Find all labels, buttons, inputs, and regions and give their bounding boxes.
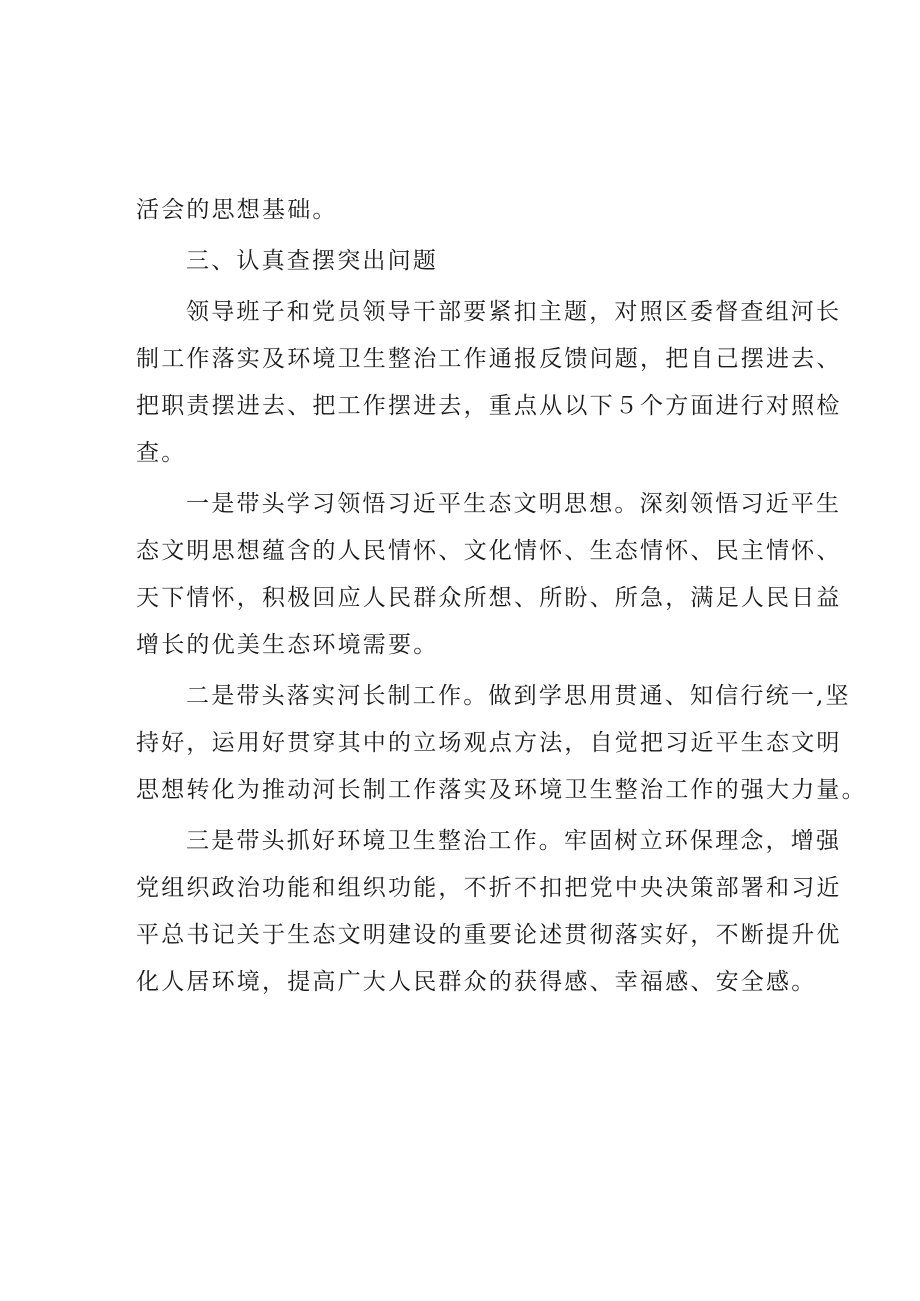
text-line: 把职责摆进去、把工作摆进去，重点从以下５个方面进行对照检: [136, 393, 842, 419]
document-body: [136, 187, 867, 1006]
text-line: 查。: [136, 440, 187, 466]
text-line: 天下情怀，积极回应人民群众所想、所盼、所急，满足人民日益: [136, 585, 842, 611]
paragraph-point-three: [136, 818, 842, 1006]
text-line: 领导班子和党员领导干部要紧扣主题，对照区委督查组河长: [186, 299, 842, 325]
text-line: 平总书记关于生态文明建设的重要论述贯彻落实好，不断提升优: [136, 922, 842, 948]
text-line: 思想转化为推动河长制工作落实及环境卫生整治工作的强大力量。: [136, 777, 867, 803]
text-line: 活会的思想基础。: [136, 197, 338, 223]
paragraph-point-one: [136, 481, 842, 669]
text-line: 化人居环境，提高广大人民群众的获得感、幸福感、安全感。: [136, 969, 817, 995]
section-heading: [136, 238, 800, 285]
text-line: 三是带头抓好环境卫生整治工作。牢固树立环保理念，增强: [186, 828, 842, 854]
section-heading-text: 三、认真查摆突出问题: [186, 248, 438, 274]
paragraph-point-two: [136, 673, 867, 814]
text-line: 党组织政治功能和组织功能，不折不扣把党中央决策部署和习近: [136, 875, 842, 901]
paragraph-intro: [136, 289, 842, 477]
text-line: 持好，运用好贯穿其中的立场观点方法，自觉把习近平生态文明: [136, 730, 842, 756]
text-line: 制工作落实及环境卫生整治工作通报反馈问题，把自己摆进去、: [136, 346, 842, 372]
text-line: 二是带头落实河长制工作。做到学思用贯通、知信行统一,坚: [186, 683, 851, 709]
text-line: 增长的优美生态环境需要。: [136, 632, 439, 658]
continuation-paragraph: [136, 187, 800, 234]
text-line: 一是带头学习领悟习近平生态文明思想。深刻领悟习近平生: [186, 491, 842, 517]
text-line: 态文明思想蕴含的人民情怀、文化情怀、生态情怀、民主情怀、: [136, 538, 842, 564]
